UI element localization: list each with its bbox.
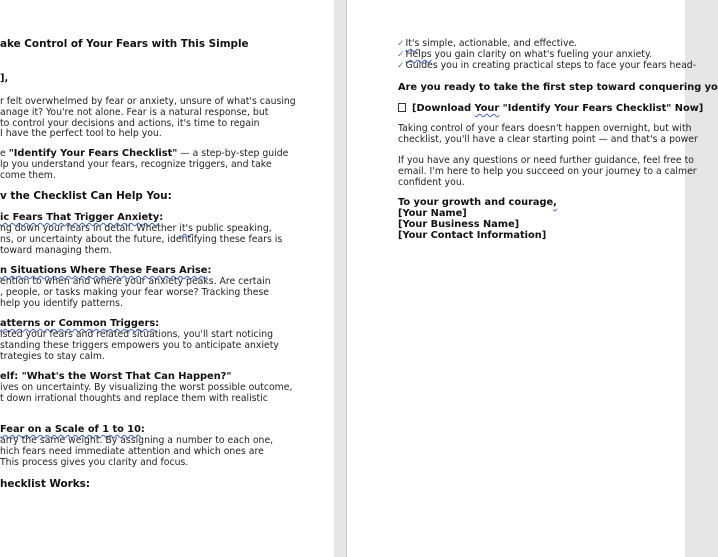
paragraph-line: Taking control of your fears doesn't happen overnight, but with bbox=[398, 123, 692, 134]
spellcheck-word[interactable]: Your bbox=[474, 103, 500, 114]
item-heading-suffix: : bbox=[207, 265, 212, 276]
checkmark-icon: ✓ bbox=[397, 39, 405, 49]
signature-line: [Your Business Name] bbox=[398, 219, 520, 230]
item-line: toward managing them. bbox=[0, 245, 112, 256]
benefit-text: simple, actionable, and effective. bbox=[419, 38, 578, 49]
item-line: t down irrational thoughts and replace them with realistic bbox=[0, 393, 268, 404]
item-line: ention to when and where your anxiety peaks. Are certain bbox=[0, 276, 271, 287]
checkmark-icon: ✓ bbox=[397, 61, 405, 71]
item-line-pre: ng down your fears in detail. Whether bbox=[0, 223, 180, 234]
item-line: ns, or uncertainty about the future, identifying these fears is bbox=[0, 234, 283, 245]
spellcheck-word[interactable]: , bbox=[553, 197, 557, 208]
paragraph-line: confident you. bbox=[398, 177, 465, 188]
item-line: isted your fears and related situations, you'll start noticing bbox=[0, 329, 273, 340]
item-line: arry the same weight. By assigning a number to each one, bbox=[0, 435, 274, 446]
item-line: , people, or tasks making your fear worse? Tracking these bbox=[0, 287, 270, 298]
intro-line: anage it? You're not alone. Fear is a natural response, but bbox=[0, 107, 269, 118]
intro-line: r felt overwhelmed by fear or anxiety, unsure of what's causing bbox=[0, 96, 296, 107]
benefit-text: you gain clarity on what's fueling your anxiety. bbox=[431, 49, 653, 60]
download-post: "Identify Your Fears Checklist" Now] bbox=[499, 103, 704, 114]
document-title: ake Control of Your Fears with This Simple bbox=[0, 38, 249, 50]
item-line: standing these triggers empowers you to anticipate anxiety bbox=[0, 340, 279, 351]
spellcheck-word[interactable]: it's bbox=[179, 223, 193, 234]
item-heading-suffix: : bbox=[155, 318, 160, 329]
signoff-text: To your growth and courage bbox=[398, 197, 554, 208]
intro-line: I have the perfect tool to help you. bbox=[0, 128, 162, 139]
item-heading-text: n Situations Where These Fears Arise bbox=[0, 265, 208, 276]
page-gap bbox=[334, 0, 346, 557]
cta-question: Are you ready to take the first step toward conquering yo bbox=[398, 82, 718, 93]
item-heading-text: Fear on a Scale of 1 to 10 bbox=[0, 424, 141, 435]
checkmark-icon: ✓ bbox=[397, 50, 405, 60]
item-line: help you identify patterns. bbox=[0, 298, 123, 309]
benefit-item bbox=[397, 60, 696, 72]
item-heading: elf: "What's the Worst That Can Happen?" bbox=[0, 371, 232, 382]
signoff bbox=[398, 197, 557, 208]
document-page-right[interactable] bbox=[346, 0, 718, 557]
closing-heading: hecklist Works: bbox=[0, 478, 91, 490]
signature-line: [Your Contact Information] bbox=[398, 230, 547, 241]
guide-line: lp you understand your fears, recognize triggers, and take bbox=[0, 159, 272, 170]
item-heading-text: atterns or Common Triggers bbox=[0, 318, 156, 329]
item-line: ives on uncertainty. By visualizing the worst possible outcome, bbox=[0, 382, 293, 393]
signature-line: [Your Name] bbox=[398, 208, 467, 219]
paragraph-line: email. I'm here to help you succeed on your journey to a calmer bbox=[398, 166, 697, 177]
paragraph-line: checklist, you'll have a clear starting point — and that's a power bbox=[398, 134, 698, 145]
document-page-left[interactable] bbox=[0, 0, 334, 557]
section-heading: v the Checklist Can Help You: bbox=[0, 190, 172, 202]
checklist-name: "Identify Your Fears Checklist" bbox=[8, 148, 178, 159]
item-line: This process gives you clarity and focus. bbox=[0, 457, 189, 468]
benefit-text: Guides you in creating practical steps to face your fears head- bbox=[405, 60, 697, 71]
item-line: trategies to stay calm. bbox=[0, 351, 105, 362]
spellcheck-word[interactable]: Helps bbox=[405, 49, 432, 60]
item-heading bbox=[0, 424, 145, 435]
checkbox-glyph-icon bbox=[398, 103, 406, 112]
salutation: ], bbox=[0, 73, 9, 84]
intro-line: to control your decisions and actions, it's time to regain bbox=[0, 118, 260, 129]
guide-line: come them. bbox=[0, 170, 56, 181]
spellcheck-word[interactable]: It's bbox=[405, 38, 420, 49]
guide-pre: e bbox=[0, 148, 9, 159]
guide-intro-line bbox=[0, 148, 288, 159]
item-heading bbox=[0, 318, 159, 329]
paragraph-line: If you have any questions or need further guidance, feel free to bbox=[398, 155, 694, 166]
item-line bbox=[0, 223, 272, 234]
item-heading-text: ic Fears That Trigger Anxiety bbox=[0, 212, 160, 223]
item-heading-suffix: : bbox=[140, 424, 145, 435]
item-heading bbox=[0, 265, 211, 276]
item-heading bbox=[0, 212, 163, 223]
item-line-post: public speaking, bbox=[192, 223, 272, 234]
item-heading-suffix: : bbox=[159, 212, 164, 223]
download-link[interactable] bbox=[398, 103, 703, 114]
item-line: hich fears need immediate attention and which ones are bbox=[0, 446, 264, 457]
download-pre: [Download bbox=[412, 103, 475, 114]
guide-post: — a step-by-step guide bbox=[177, 148, 289, 159]
